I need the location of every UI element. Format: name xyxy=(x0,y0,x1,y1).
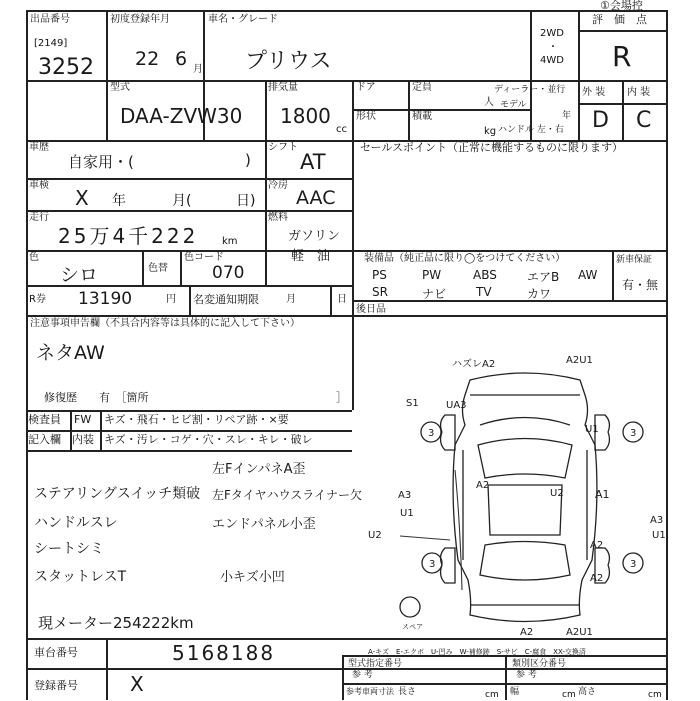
equipment-title: 装備品（純正品に限り◯をつけてください） xyxy=(364,253,566,264)
diagram-note-6: A2 xyxy=(476,480,490,491)
diesel-label: 軽 油 xyxy=(291,249,331,264)
equip-leather: カワ xyxy=(527,287,552,301)
diagram-note-4: UA3 xyxy=(446,400,467,411)
inspector-fw: FW xyxy=(74,413,92,426)
grade-value: R xyxy=(612,40,632,73)
vehicle-no-label: 車台番号 xyxy=(34,646,78,659)
diagram-note-11: A3 xyxy=(650,515,664,526)
inspector-interior: 内装 xyxy=(72,433,94,446)
inspection-day-unit: 日) xyxy=(236,193,256,209)
fuel-value: ガソリン xyxy=(288,229,341,244)
notes-handwritten: ネタAW xyxy=(36,342,105,364)
equip-airbag: エアB xyxy=(527,270,560,284)
length-unit: cm xyxy=(485,690,499,700)
lot-label: 出品番号 xyxy=(30,14,70,25)
vehicle-no-value: 5168188 xyxy=(172,641,276,665)
diagram-note-9: A3 xyxy=(398,490,412,501)
month-unit: 月 xyxy=(193,64,203,75)
drive-dot: ・ xyxy=(548,42,558,53)
mileage-value: 25万4千222 xyxy=(58,224,199,248)
handle-label: ハンドル 左・右 xyxy=(498,125,564,135)
kg-unit: kg xyxy=(484,126,497,137)
height-unit: cm xyxy=(648,690,662,700)
color-code-value: 070 xyxy=(212,263,245,283)
interior-value: C xyxy=(636,108,652,133)
disp-value: 1800 xyxy=(280,104,331,128)
diagram-note-16: A2 xyxy=(520,627,534,638)
history-value: 自家用・( xyxy=(68,153,134,171)
diagram-note-5: U1 xyxy=(585,424,599,435)
meter-reading: 現メーター254222km xyxy=(38,614,194,632)
tyre-mark-rr: 3 xyxy=(630,559,637,570)
diagram-note-8: A1 xyxy=(595,488,610,501)
first-reg-year: 22 xyxy=(135,48,160,70)
venue-label: ①会場控 xyxy=(600,0,643,12)
history-close: ) xyxy=(245,151,251,169)
inspector-note-left-1: ステアリングスイッチ類破 xyxy=(34,486,201,502)
diagram-note-13: U2 xyxy=(368,530,382,541)
inspector-note-right-2: 左Fタイヤハウスライナー欠 xyxy=(212,488,362,502)
height-label: 高さ xyxy=(578,687,597,697)
tyre-mark-rl: 3 xyxy=(429,559,436,570)
first-reg-month: 6 xyxy=(175,48,188,70)
inspection-month-unit: 月( xyxy=(172,193,192,209)
equip-abs: ABS xyxy=(473,268,497,282)
color-change-label: 色替 xyxy=(148,263,168,274)
new-car-warranty-label: 新車保証 xyxy=(616,255,653,265)
ac-label: 冷房 xyxy=(268,180,288,191)
model-year-label: モデル xyxy=(500,100,527,110)
name-change-month: 月 xyxy=(286,294,296,305)
person-unit: 人 xyxy=(484,97,494,108)
diagram-legend: A-キズ E-エクボ U-凹み W-補修跡 S-サビ C-腐食 XX-交換済 xyxy=(368,648,586,656)
car-name: プリウス xyxy=(245,49,332,74)
load-label: 積載 xyxy=(412,111,432,122)
shape-label: 形状 xyxy=(356,111,376,122)
diagram-note-1: ハズレA2 xyxy=(452,359,496,370)
recycle-label: R券 xyxy=(29,294,46,305)
km-unit: km xyxy=(222,236,238,247)
notes-title: 注意事項申告欄（不具合内容等は具体的に記入して下さい） xyxy=(30,318,300,329)
exterior-label: 外 装 xyxy=(582,87,606,98)
grade-label: 評 価 点 xyxy=(592,13,647,26)
inspector-note-right-1: 左FインパネA歪 xyxy=(212,462,306,477)
equip-aw: AW xyxy=(578,268,598,282)
equip-navi: ナビ xyxy=(422,287,447,301)
inspector-note-right-3: エンドパネル小歪 xyxy=(212,517,316,532)
lot-number: 3252 xyxy=(38,55,94,80)
disp-unit: cc xyxy=(336,124,347,135)
ref-label-2: 参 考 xyxy=(516,670,537,680)
width-unit: cm xyxy=(562,690,576,700)
diagram-note-12: U1 xyxy=(652,530,666,541)
diagram-note-7: U2 xyxy=(550,488,564,499)
ref-label-1: 参 考 xyxy=(352,670,373,680)
diagram-note-2: A2U1 xyxy=(566,355,593,366)
inspector-label-1: 検査員 xyxy=(28,413,61,426)
sales-label: セールスポイント（正常に機能するものに限ります） xyxy=(360,141,624,154)
inspection-value: X xyxy=(75,186,89,210)
inspection-year-unit: 年 xyxy=(112,193,126,209)
length-label: 長さ xyxy=(398,687,417,697)
class-label: 類別区分番号 xyxy=(512,659,567,669)
spare-tire-label: スペア xyxy=(402,623,423,631)
equip-sr: SR xyxy=(372,285,388,299)
dims-label: 参考車両寸法 xyxy=(346,687,394,696)
name-change-day: 日 xyxy=(337,294,347,305)
inspector-note-left-3: シートシミ xyxy=(34,541,104,557)
exterior-value: D xyxy=(592,108,609,133)
inspector-row-1: キズ・飛石・ヒビ割・リペア跡・×要 xyxy=(104,413,289,426)
reg-no-label: 登録番号 xyxy=(34,679,78,692)
tyre-mark-fl: 3 xyxy=(428,428,435,439)
first-reg-label: 初度登録年月 xyxy=(110,14,170,25)
diagram-note-17: A2U1 xyxy=(566,627,593,638)
recycle-value: 13190 xyxy=(78,289,133,309)
width-label: 幅 xyxy=(510,687,520,697)
yen-unit: 円 xyxy=(166,294,176,305)
warranty-value: 有・無 xyxy=(622,278,659,292)
equip-pw: PW xyxy=(422,268,442,282)
diagram-note-14: A2 xyxy=(590,540,604,551)
tyre-mark-fr: 3 xyxy=(630,428,637,439)
fuel-label: 燃料 xyxy=(268,212,288,223)
color-value: シロ xyxy=(60,264,99,286)
reg-no-value: X xyxy=(130,672,144,696)
color-code-label: 色コード xyxy=(184,252,224,263)
mileage-label: 走行 xyxy=(29,212,49,223)
interior-label: 内 装 xyxy=(627,87,651,98)
name-change-label: 名変通知期限 xyxy=(193,293,259,306)
drive-4wd: 4WD xyxy=(540,55,564,66)
capacity-label: 定員 xyxy=(412,82,432,93)
repair-close: ］ xyxy=(336,391,347,404)
door-label: ドア xyxy=(356,82,376,93)
repair-label: 修復歴 有 ［箇所 xyxy=(44,391,149,404)
aftermarket-label: 後日品 xyxy=(356,304,386,315)
diagram-note-3: S1 xyxy=(406,398,419,409)
lot-sub: [2149] xyxy=(34,38,68,49)
color-label: 色 xyxy=(29,252,39,263)
shift-label: シフト xyxy=(268,142,298,153)
model-value: DAA-ZVW30 xyxy=(120,104,243,128)
diagram-note-10: U1 xyxy=(400,508,414,519)
inspection-label: 車検 xyxy=(29,180,49,191)
equip-tv: TV xyxy=(476,285,492,299)
diagram-note-15: A2 xyxy=(590,573,604,584)
shift-value: AT xyxy=(300,150,326,174)
dealer-label: ディーラー・並行 xyxy=(494,85,566,95)
type-cert-label: 型式指定番号 xyxy=(348,659,403,669)
inspector-note-left-4: スタットレスT xyxy=(34,569,127,585)
year-unit: 年 xyxy=(562,111,572,121)
disp-label: 排気量 xyxy=(268,82,298,93)
inspector-label-2: 記入欄 xyxy=(28,433,61,446)
history-label: 車歴 xyxy=(29,142,49,153)
car-name-label: 車名・グレード xyxy=(208,14,278,25)
inspector-note-right-4: 小キズ小凹 xyxy=(220,570,285,585)
inspector-note-left-2: ハンドルスレ xyxy=(34,515,118,531)
equip-ps: PS xyxy=(372,268,387,282)
model-label: 型式 xyxy=(110,82,130,93)
ac-value: AAC xyxy=(296,187,336,209)
drive-2wd: 2WD xyxy=(540,28,564,39)
inspector-row-2: キズ・汚レ・コゲ・穴・スレ・キレ・破レ xyxy=(104,433,313,446)
